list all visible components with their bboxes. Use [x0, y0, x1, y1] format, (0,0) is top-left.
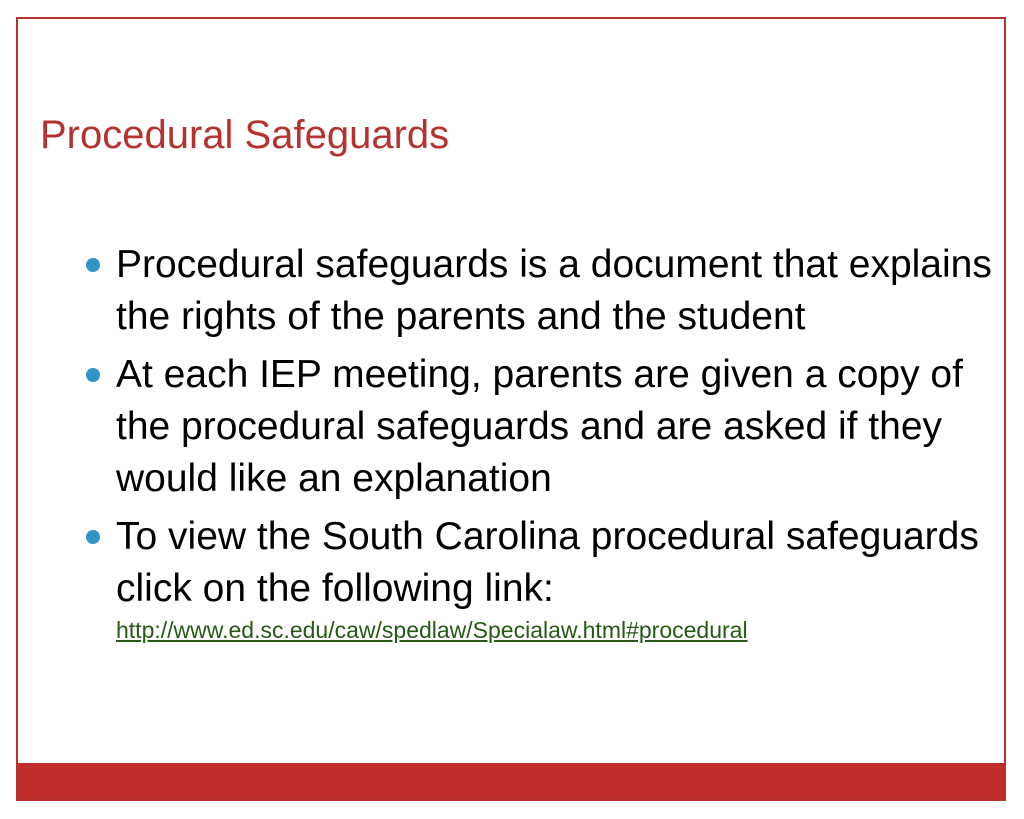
bullet-dot-icon — [86, 530, 100, 544]
footer-bar — [18, 763, 1004, 799]
bullet-dot-icon — [86, 258, 100, 272]
bullet-text: At each IEP meeting, parents are given a copy of the procedural safeguards and are asked if they would like an explanation — [116, 353, 963, 500]
procedural-safeguards-link[interactable]: http://www.ed.sc.edu/caw/spedlaw/Specialaw.html#procedural — [116, 617, 748, 643]
bullet-text: Procedural safeguards is a document that explains the rights of the parents and the student — [116, 243, 992, 338]
bullet-list — [86, 239, 998, 651]
bullet-dot-icon — [86, 368, 100, 382]
slide — [16, 17, 1006, 801]
bullet-text: To view the South Carolina procedural safeguards click on the following link: — [116, 515, 979, 610]
bullet-item — [86, 349, 998, 505]
bullet-item — [86, 511, 998, 645]
slide-title: Procedural Safeguards — [40, 113, 450, 157]
bullet-item — [86, 239, 998, 343]
